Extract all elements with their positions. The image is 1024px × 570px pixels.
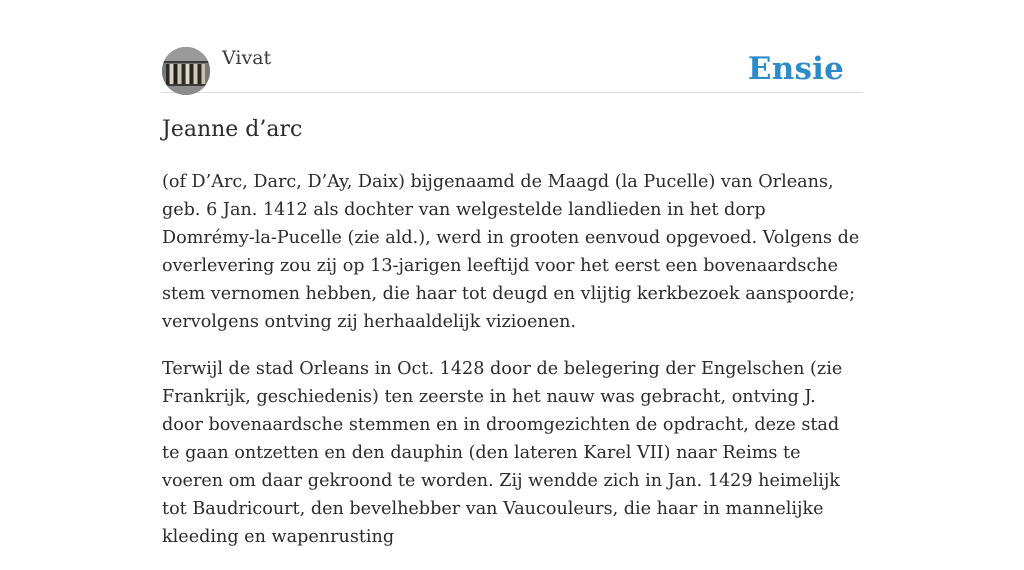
article-paragraph: Terwijl de stad Orleans in Oct. 1428 door de belegering der Engelschen (zie Frankrijk, geschiedenis) ten zeerste in het nauw was gebracht, ontving J. door bovenaardsche stemmen en in droomgezichten de opdracht, deze stad te gaan ontzetten en den dauphin (den lateren Karel VII) naar Reims te voeren om daar gekroond te worden. Zij wendde zich in Jan. 1429 heimelijk tot Baudricourt, den bevelhebber van Vaucouleurs, die haar in mannelijke kleeding en wapenrusting [162, 359, 843, 547]
books-avatar-icon [162, 47, 210, 95]
page [162, 0, 862, 547]
author-name[interactable]: Vivat [222, 47, 272, 69]
site-logo-link[interactable]: Ensie [747, 51, 844, 87]
site-header [162, 0, 862, 93]
article-body [162, 168, 862, 570]
author-avatar[interactable] [162, 47, 210, 95]
article-paragraph: (of D’Arc, Darc, D’Ay, Daix) bijgenaamd de Maagd (la Pucelle) van Orleans, geb. 6 Jan. 1412 als dochter van welgestelde landlieden in het dorp Domrémy-la-Pucelle (zie ald.), werd in grooten eenvoud opgevoed. Volgens de overlevering zou zij op 13-jarigen leeftijd voor het eerst een bovenaardsche stem vernomen hebben, die haar tot deugd en vlijtig kerkbezoek aanspoorde; vervolgens ontving zij herhaaldelijk vizioenen. [162, 172, 860, 332]
article-title: Jeanne d’arc [162, 117, 303, 142]
